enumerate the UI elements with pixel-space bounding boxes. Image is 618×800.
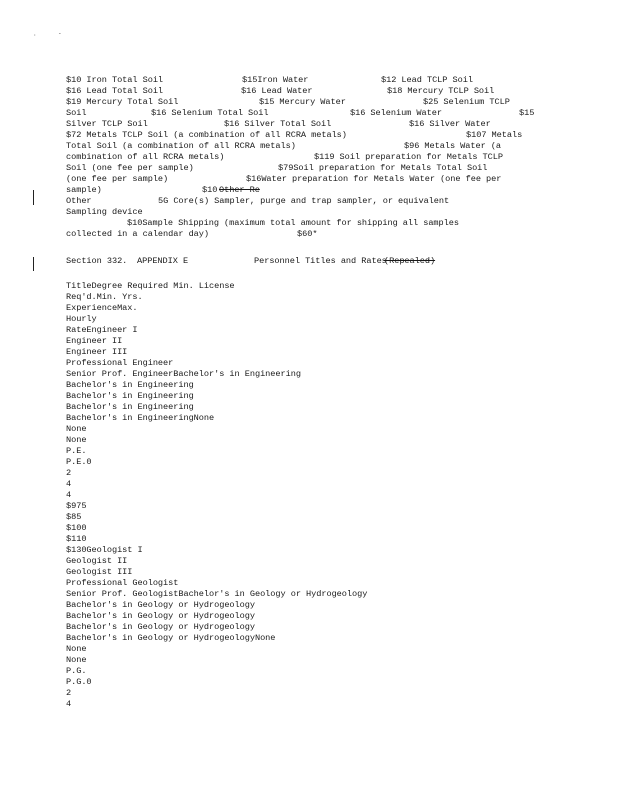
text-line: $19 Mercury Total Soil	[66, 97, 179, 107]
list-line: Senior Prof. EngineerBachelor's in Engineering	[66, 369, 301, 379]
text-line: $18 Mercury TCLP Soil	[387, 86, 495, 96]
list-line: 2	[66, 688, 72, 698]
list-line: ExperienceMax.	[66, 303, 138, 313]
list-line: None	[66, 655, 87, 665]
revision-bar	[33, 190, 34, 205]
text-line: $15 Mercury Water	[259, 97, 346, 107]
section-title: Personnel Titles and Rates	[254, 256, 387, 266]
list-line: $85	[66, 512, 82, 522]
list-line: None	[66, 644, 87, 654]
text-line: 5G Core(s) Sampler, purge and trap sampler, or equivalent	[158, 196, 450, 206]
list-line: Bachelor's in Geology or HydrogeologyNone	[66, 633, 276, 643]
list-line: Bachelor's in Engineering	[66, 402, 194, 412]
list-line: 4	[66, 699, 72, 709]
list-line: P.G.	[66, 666, 87, 676]
text-line: Soil (one fee per sample)	[66, 163, 194, 173]
text-line: $12 Lead TCLP Soil	[381, 75, 473, 85]
text-line: $16 Silver Total Soil	[224, 119, 332, 129]
list-line: None	[66, 424, 87, 434]
list-line: $975	[66, 501, 87, 511]
text-line: $10	[202, 185, 218, 195]
list-line: Bachelor's in Geology or Hydrogeology	[66, 611, 255, 621]
text-line: $72 Metals TCLP Soil (a combination of all RCRA metals)	[66, 130, 347, 140]
corner-mark: -	[58, 30, 62, 37]
text-line: Sampling device	[66, 207, 143, 217]
text-line: Other	[66, 196, 92, 206]
text-line: sample)	[66, 185, 102, 195]
list-line: Bachelor's in Geology or Hydrogeology	[66, 600, 255, 610]
text-line: $25 Selenium TCLP	[423, 97, 510, 107]
text-line: $60*	[297, 229, 318, 239]
text-line: collected in a calendar day)	[66, 229, 209, 239]
list-line: Bachelor's in EngineeringNone	[66, 413, 215, 423]
list-line: Bachelor's in Geology or Hydrogeology	[66, 622, 255, 632]
list-line: Req'd.Min. Yrs.	[66, 292, 143, 302]
list-line: 4	[66, 490, 72, 500]
list-line: $130Geologist I	[66, 545, 143, 555]
list-line: Engineer III	[66, 347, 128, 357]
text-line: $16 Silver Water	[409, 119, 491, 129]
struck-text: Other Re	[219, 185, 260, 195]
text-line: $16 Lead Water	[241, 86, 313, 96]
text-line: $15	[519, 108, 535, 118]
list-line: Bachelor's in Engineering	[66, 391, 194, 401]
list-line: Professional Engineer	[66, 358, 174, 368]
text-line: $16Water preparation for Metals Water (one fee per	[246, 174, 502, 184]
list-line: RateEngineer I	[66, 325, 138, 335]
list-line: Bachelor's in Engineering	[66, 380, 194, 390]
text-line: $119 Soil preparation for Metals TCLP	[314, 152, 503, 162]
list-line: 4	[66, 479, 72, 489]
text-line: (one fee per sample)	[66, 174, 169, 184]
list-line: Geologist III	[66, 567, 133, 577]
list-line: Professional Geologist	[66, 578, 179, 588]
list-line: $100	[66, 523, 87, 533]
text-line: $16 Selenium Total Soil	[151, 108, 269, 118]
text-line: Soil	[66, 108, 87, 118]
list-line: $110	[66, 534, 87, 544]
text-line: Silver TCLP Soil	[66, 119, 148, 129]
list-line: Hourly	[66, 314, 97, 324]
section-appendix: APPENDIX E	[137, 256, 189, 266]
text-line: Total Soil (a combination of all RCRA metals)	[66, 141, 296, 151]
text-line: combination of all RCRA metals)	[66, 152, 225, 162]
text-line: $10 Iron Total Soil	[66, 75, 164, 85]
text-line: $96 Metals Water (a	[404, 141, 502, 151]
text-line: $107 Metals	[466, 130, 523, 140]
list-line: Geologist II	[66, 556, 128, 566]
corner-mark: ·	[33, 32, 37, 39]
struck-text: (Repealed)	[384, 256, 436, 266]
list-line: P.E.0	[66, 457, 92, 467]
text-line: $16 Selenium Water	[350, 108, 442, 118]
list-line: 2	[66, 468, 72, 478]
text-line: $10Sample Shipping (maximum total amount for shipping all samples	[127, 218, 459, 228]
text-line: $15Iron Water	[242, 75, 309, 85]
list-line: None	[66, 435, 87, 445]
list-line: P.E.	[66, 446, 87, 456]
list-line: P.G.0	[66, 677, 92, 687]
list-line: Engineer II	[66, 336, 123, 346]
revision-bar	[33, 257, 34, 271]
text-line: $16 Lead Total Soil	[66, 86, 164, 96]
text-line: $79Soil preparation for Metals Total Soil	[278, 163, 488, 173]
section-number: Section 332.	[66, 256, 128, 266]
list-line: TitleDegree Required Min. License	[66, 281, 235, 291]
list-line: Senior Prof. GeologistBachelor's in Geology or Hydrogeology	[66, 589, 368, 599]
